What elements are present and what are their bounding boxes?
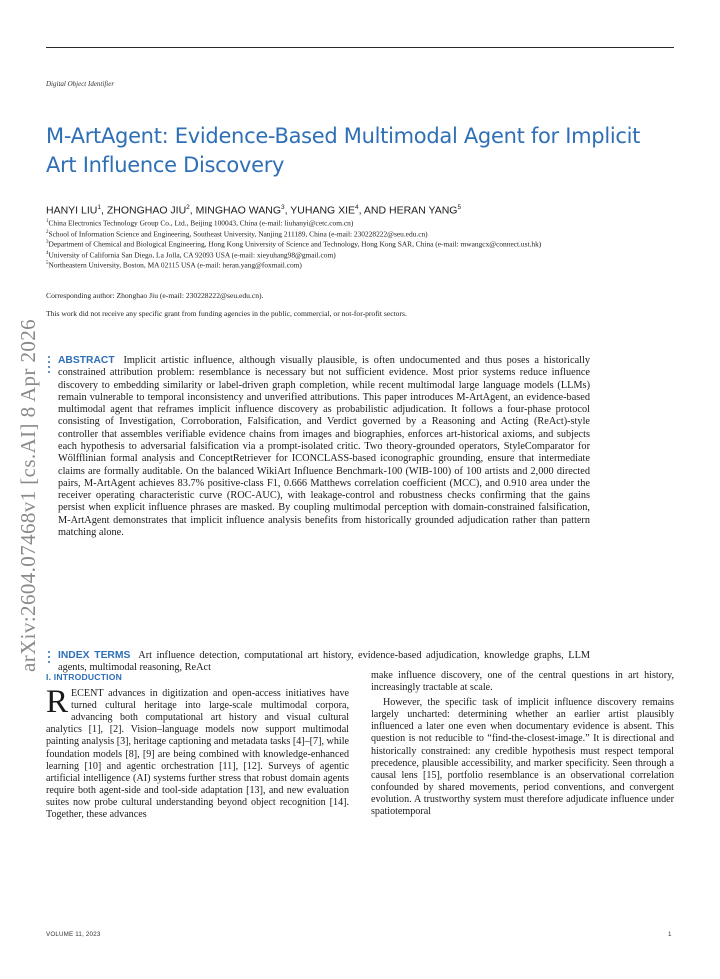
intro-right-column bbox=[371, 670, 674, 818]
author-name: MINGHAO WANG bbox=[195, 204, 281, 217]
lead-smallcaps: ECENT bbox=[71, 688, 104, 700]
arxiv-stamp: arXiv:2604.07468v1 [cs.AI] 8 Apr 2026 bbox=[16, 318, 40, 672]
abstract-label: ABSTRACT bbox=[58, 355, 115, 366]
affiliation-sup: 5 bbox=[46, 261, 49, 267]
affiliation bbox=[46, 259, 616, 270]
index-terms-text: Art influence detection, computational art history, evidence-based adjudication, knowledge graphs, LLM agents, multimodal reasoning, ReAct bbox=[58, 650, 591, 674]
affiliation-list bbox=[46, 217, 616, 270]
affiliation-sup: 2 bbox=[46, 229, 49, 235]
abstract-text: Implicit artistic influence, although visually plausible, is often undocumented and thus poses a historically constrained attribution problem: resemblance is necessary but not sufficient evidence. Most prior systems reduce influence discovery to embedding similarity or label-driven graph completion, while recent multimodal large language models (LLMs) remain vulnerable to temporal inconsistency and unverified attributions. This paper introduces M-ArtAgent, an evidence-based multimodal agent that reframes implicit influence discovery as probabilistic adjudication. It follows a four-phase protocol consisting of Investigation, Corroboration, Falsification, and Verdict governed by a Reasoning and Acting (ReAct)-style controller that assembles verifiable evidence chains from images and biographies, enforces art-historical axioms, and subjects each hypothesis to adversarial falsification via a prompt-isolated critic. Two theory-grounded operators, StyleComparator for Wölfflinian formal analysis and ConceptRetriever for ICONCLASS-based iconographic grounding, ensure that intermediate claims are formally auditable. On the balanced WikiArt Influence Benchmark-100 (WIB-100) of 100 artists and 2,000 directed pairs, M-ArtAgent achieves 83.7% positive-class F1, 0.666 Matthews correlation coefficient (MCC), and 0.910 area under the receiver operating characteristic curve (ROC-AUC), with leakage-control and robustness checks confirming that the gains persist when explicit influence phrases are masked. By coupling multimodal perception with domain-constrained falsification, M-ArtAgent demonstrates that implicit influence analysis benefits from historically grounded adjudication rather than pattern matching alone. bbox=[58, 355, 591, 538]
corresponding-author: Corresponding author: Zhonghao Jiu (e-mail: 230228222@seu.edu.cn). bbox=[46, 291, 264, 300]
author-name: HERAN YANG bbox=[389, 204, 458, 217]
affiliation-text: Northeastern University, Boston, MA 02115 USA (e-mail: heran.yang@foxmail.com) bbox=[48, 260, 302, 270]
affiliation bbox=[46, 238, 616, 249]
funding-statement: This work did not receive any specific grant from funding agencies in the public, commercial, or not-for-profit sectors. bbox=[46, 309, 407, 318]
author-name: ZHONGHAO JIU bbox=[106, 204, 187, 217]
abstract bbox=[58, 355, 590, 539]
doi-label: Digital Object Identifier bbox=[46, 80, 115, 88]
index-terms-label: INDEX TERMS bbox=[58, 650, 131, 661]
footer-page-number: 1 bbox=[668, 931, 672, 938]
affiliation-sup: 3 bbox=[46, 240, 49, 246]
intro-text: advances in digitization and open-access initiatives have turned cultural heritage into large-scale multimodal corpora, advancing both computational art history and visual cultural analytics [1], [2]. Vision–language models now support multimodal painting analysis [3], heritage captioning and metadata tasks [4]–[7], while foundation models [8], [9] are being combined with knowledge-enhanced learning [10] and agentic orchestration [11], [12]. Surveys of agentic artificial intelligence (AI) systems further stress that robust domain agents require both agent-side and tool-side adaptation [13], and new evaluation suites now probe cultural understanding beyond object recognition [14]. Together, these advances bbox=[46, 688, 349, 821]
affiliation-text: University of California San Diego, La Jolla, CA 92093 USA (e-mail: xieyuhang98@gmail.com) bbox=[48, 250, 336, 260]
author-name: HANYI LIU bbox=[46, 204, 98, 217]
section-heading: I. INTRODUCTION bbox=[46, 672, 123, 682]
affiliation-sup: 1 bbox=[46, 219, 49, 224]
index-terms-margin-dots bbox=[48, 651, 51, 666]
author-name: YUHANG XIE bbox=[290, 204, 356, 217]
header-rule bbox=[46, 47, 674, 48]
affiliation-text: School of Information Science and Engineering, Southeast University, Nanjing 211189, China (e-mail: 230228222@seu.edu.cn) bbox=[48, 229, 428, 239]
intro-paragraph bbox=[46, 684, 349, 821]
affiliation-text: China Electronics Technology Group Co., Ltd., Beijing 100043, China (e-mail: liuhanyi@cetc.com.cn) bbox=[48, 218, 354, 228]
abstract-margin-dots bbox=[48, 356, 51, 376]
author-sup: 4 bbox=[355, 204, 359, 211]
author-sup: 3 bbox=[281, 204, 285, 211]
author-sup: 1 bbox=[97, 204, 101, 211]
intro-paragraph: make influence discovery, one of the central questions in art history, increasingly tractable at scale. bbox=[371, 670, 674, 694]
affiliation bbox=[46, 249, 616, 260]
paper-title: M-ArtAgent: Evidence-Based Multimodal Agent for Implicit Art Influence Discovery bbox=[46, 124, 641, 177]
author-list: HANYI LIU$^1$, ZHONGHAO JIU$^2$, MINGHAO WANG$^3$, YUHANG XIE$^4$, AND HERAN YANG$^5$ bbox=[46, 204, 462, 217]
affiliation-text: Department of Chemical and Biological Engineering, Hong Kong University of Science and Technology, Hong Kong SAR, China (e-mail: mwangcx@connect.ust.hk) bbox=[48, 239, 542, 249]
affiliation-sup: 4 bbox=[46, 250, 49, 256]
affiliation bbox=[46, 217, 616, 228]
intro-left-column bbox=[46, 671, 349, 821]
author-sup: 5 bbox=[457, 204, 462, 211]
author-sup: 2 bbox=[186, 204, 190, 211]
affiliation bbox=[46, 228, 616, 239]
footer-volume: VOLUME 11, 2023 bbox=[46, 931, 101, 938]
drop-cap: R bbox=[46, 684, 69, 721]
intro-paragraph: However, the specific task of implicit influence discovery remains largely uncharted: determining whether an earlier artist plausibly influenced a later one even when documentary evidence is absent. This question is not reducible to “find-the-closest-image.” It is directional and historically constrained: any credible hypothesis must respect temporal precedence, plausible accessibility, and marker specificity. Seen through a causal lens [15], portfolio resemblance is an observational correlation confounded by shared movements, period conventions, and convergent evolution. A trustworthy system must therefore adjudicate influence under spatiotemporal bbox=[371, 697, 674, 818]
